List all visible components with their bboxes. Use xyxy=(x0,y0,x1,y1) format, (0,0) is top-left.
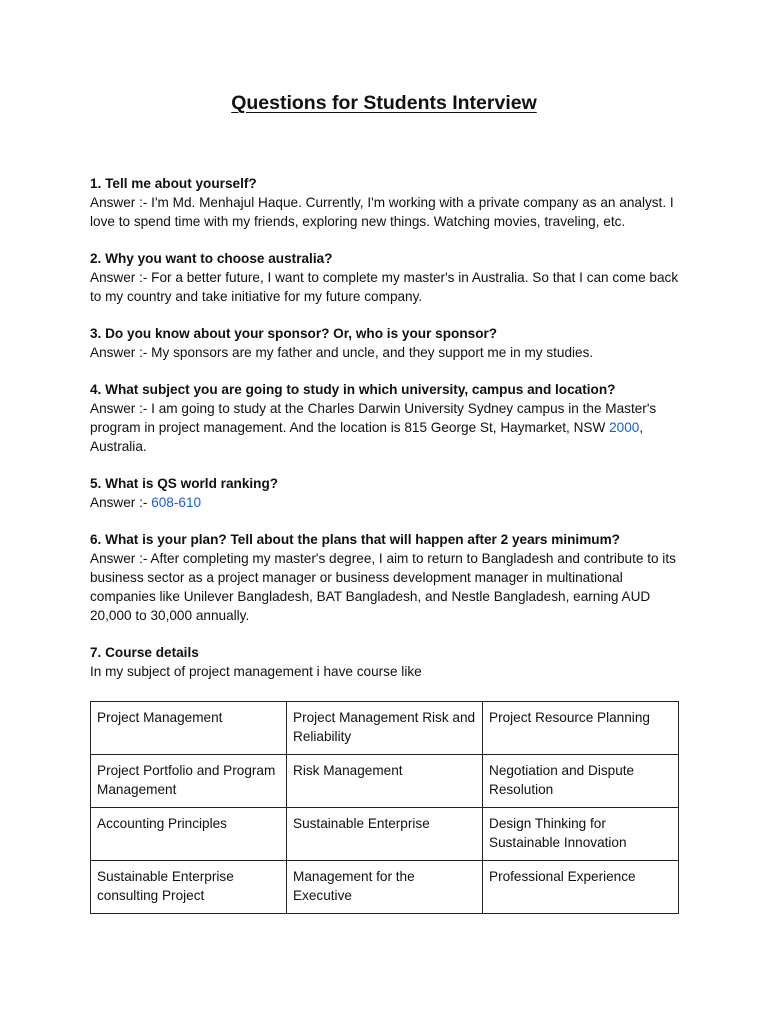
answer-4-text: Answer :- I am going to study at the Charles Darwin University Sydney campus in the Master's program in project management. And the location is 815 George St, Haymarket, NSW xyxy=(90,401,657,435)
table-row xyxy=(91,755,679,808)
table-cell: Project Management Risk and Reliability xyxy=(287,702,483,755)
table-cell: Accounting Principles xyxy=(91,808,287,861)
table-row xyxy=(91,861,679,914)
course-table xyxy=(90,701,679,914)
table-cell: Risk Management xyxy=(287,755,483,808)
table-row xyxy=(91,808,679,861)
table-cell: Project Management xyxy=(91,702,287,755)
table-cell: Negotiation and Dispute Resolution xyxy=(483,755,679,808)
answer-6: Answer :- After completing my master's degree, I aim to return to Bangladesh and contribute to its business sector as a project manager or business development manager in multinational companies like Unilever Bangladesh, BAT Bangladesh, and Nestle Bangladesh, earning AUD 20,000 to 30,000 annually. xyxy=(90,551,676,623)
answer-7: In my subject of project management i have course like xyxy=(90,664,422,679)
page-title: Questions for Students Interview xyxy=(231,92,537,114)
question-7: 7. Course details xyxy=(90,645,199,660)
table-cell: Professional Experience xyxy=(483,861,679,914)
table-cell: Management for the Executive xyxy=(287,861,483,914)
question-3: 3. Do you know about your sponsor? Or, who is your sponsor? xyxy=(90,326,498,341)
table-cell: Project Portfolio and Program Management xyxy=(91,755,287,808)
qa-item-7 xyxy=(90,643,680,681)
question-1: 1. Tell me about yourself? xyxy=(90,176,257,191)
table-row xyxy=(91,702,679,755)
table-cell: Project Resource Planning xyxy=(483,702,679,755)
qa-item-1 xyxy=(90,174,680,231)
postcode-link[interactable]: 2000 xyxy=(609,420,640,435)
qa-item-3 xyxy=(90,324,680,362)
answer-2: Answer :- For a better future, I want to complete my master's in Australia. So that I can come back to my country and take initiative for my future company. xyxy=(90,270,679,304)
qa-item-2 xyxy=(90,249,680,306)
qa-item-4 xyxy=(90,380,680,456)
answer-1: Answer :- I'm Md. Menhajul Haque. Currently, I'm working with a private company as an analyst. I love to spend time with my friends, exploring new things. Watching movies, traveling, etc. xyxy=(90,195,674,229)
answer-4 xyxy=(90,399,680,456)
qa-item-5 xyxy=(90,474,680,512)
qa-section xyxy=(90,174,680,699)
table-cell: Sustainable Enterprise xyxy=(287,808,483,861)
answer-4-tail: , Australia. xyxy=(90,420,644,454)
question-2: 2. Why you want to choose australia? xyxy=(90,251,333,266)
answer-5-text: Answer :- xyxy=(90,495,152,510)
table-cell: Design Thinking for Sustainable Innovation xyxy=(483,808,679,861)
question-4: 4. What subject you are going to study in which university, campus and location? xyxy=(90,382,616,397)
question-6: 6. What is your plan? Tell about the plans that will happen after 2 years minimum? xyxy=(90,532,620,547)
answer-5 xyxy=(90,493,680,512)
answer-3: Answer :- My sponsors are my father and uncle, and they support me in my studies. xyxy=(90,345,594,360)
table-cell: Sustainable Enterprise consulting Project xyxy=(91,861,287,914)
ranking-link[interactable]: 608-610 xyxy=(151,495,202,510)
question-5: 5. What is QS world ranking? xyxy=(90,476,279,491)
qa-item-6 xyxy=(90,530,680,625)
